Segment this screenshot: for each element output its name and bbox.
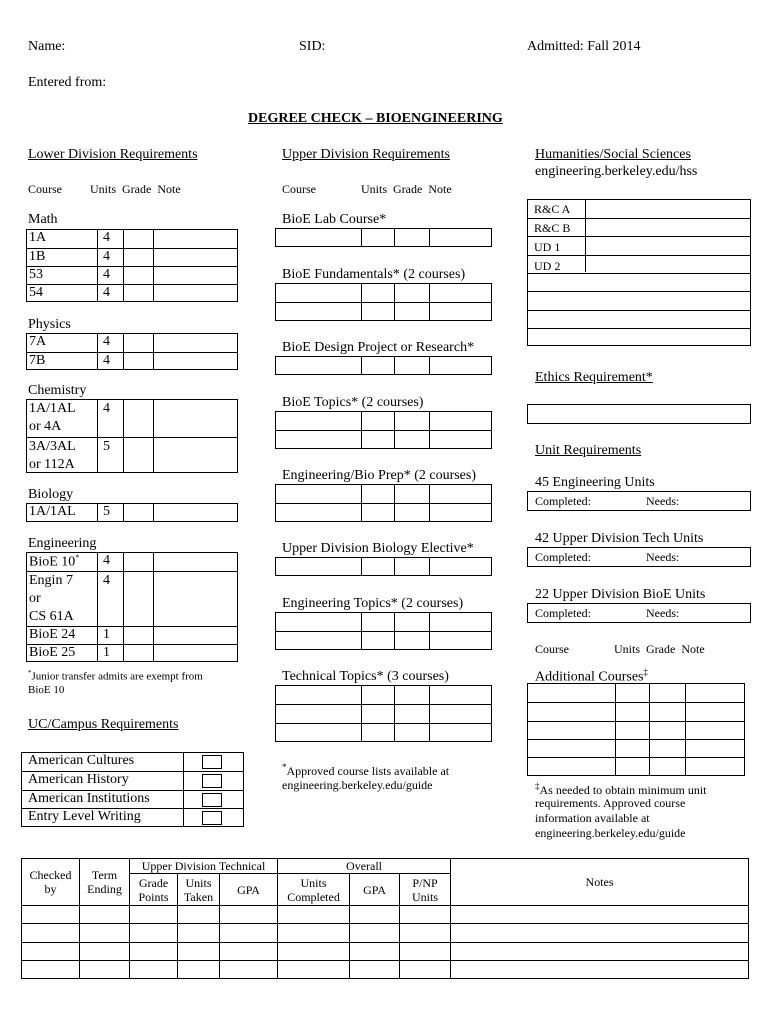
additional-note-l2: requirements. Approved course bbox=[535, 796, 686, 810]
campus-heading: UC/Campus Requirements bbox=[28, 717, 179, 732]
hss-row-label: R&C A bbox=[534, 202, 571, 216]
table-row[interactable] bbox=[22, 943, 749, 961]
physics-table bbox=[26, 333, 238, 370]
course-code: 1A/1AL bbox=[29, 504, 76, 519]
course-code-or: or bbox=[29, 591, 41, 606]
udt-gpa-header: GPA bbox=[220, 874, 278, 906]
name-label: Name: bbox=[28, 39, 66, 54]
additional-note: ‡As needed to obtain minimum unit bbox=[535, 781, 707, 797]
units-taken-header: Units Taken bbox=[178, 874, 220, 906]
course-code: BioE 24 bbox=[29, 627, 76, 642]
table-row[interactable] bbox=[27, 626, 237, 644]
chemistry-table bbox=[26, 399, 238, 473]
math-table bbox=[26, 229, 238, 302]
checkbox[interactable] bbox=[202, 755, 222, 769]
course-code: 3A/3AL bbox=[29, 439, 76, 454]
course-units: 1 bbox=[103, 645, 110, 660]
grade-points-header: Grade Points bbox=[130, 874, 178, 906]
table-row[interactable] bbox=[27, 230, 237, 248]
table-row[interactable] bbox=[22, 808, 243, 827]
additional-col-course: Course bbox=[535, 642, 569, 656]
table-row[interactable] bbox=[22, 753, 243, 771]
needs-label: Needs: bbox=[646, 606, 680, 620]
course-units: 4 bbox=[103, 353, 110, 368]
hss-row-label: UD 2 bbox=[534, 259, 561, 273]
table-row[interactable] bbox=[22, 961, 749, 979]
course-code: 54 bbox=[29, 285, 43, 300]
summary-table bbox=[21, 858, 749, 979]
entered-from-label: Entered from: bbox=[28, 75, 107, 90]
checkbox[interactable] bbox=[202, 774, 222, 788]
additional-note-l3: information available at bbox=[535, 811, 650, 825]
needs-label: Needs: bbox=[646, 550, 680, 564]
bioe-topics-table bbox=[275, 411, 492, 449]
course-code-alt: CS 61A bbox=[29, 609, 74, 624]
bioe-fundamentals-table bbox=[275, 283, 492, 321]
course-code: 53 bbox=[29, 267, 43, 282]
campus-item-label: American Cultures bbox=[28, 753, 135, 768]
course-units: 4 bbox=[103, 230, 110, 245]
upper-col-units-grade-note: Units Grade Note bbox=[361, 182, 452, 196]
tech-topics-heading: Technical Topics* (3 courses) bbox=[282, 669, 449, 684]
bioe-units-box[interactable] bbox=[527, 603, 751, 623]
ethics-field[interactable] bbox=[527, 404, 751, 424]
course-units: 4 bbox=[103, 267, 110, 282]
completed-label: Completed: bbox=[535, 494, 591, 508]
overall-gpa-header: GPA bbox=[350, 874, 400, 906]
upper-col-course: Course bbox=[282, 182, 316, 196]
table-row[interactable] bbox=[27, 504, 237, 522]
pnp-units-header: P/NP Units bbox=[400, 874, 451, 906]
lower-col-course: Course bbox=[28, 182, 62, 196]
table-row[interactable] bbox=[27, 437, 237, 474]
bioe-fundamentals-heading: BioE Fundamentals* (2 courses) bbox=[282, 267, 466, 282]
course-units: 4 bbox=[103, 573, 110, 588]
page-title: DEGREE CHECK – BIOENGINEERING bbox=[248, 111, 503, 126]
transfer-footnote: *Junior transfer admits are exempt from bbox=[28, 669, 203, 683]
table-row[interactable] bbox=[27, 644, 237, 662]
course-code: 7A bbox=[29, 334, 47, 349]
transfer-footnote-cont: BioE 10 bbox=[28, 684, 65, 696]
checkbox[interactable] bbox=[202, 811, 222, 825]
eng-bio-prep-table bbox=[275, 484, 492, 522]
ud-bio-elective-table bbox=[275, 557, 492, 576]
course-units: 4 bbox=[103, 401, 110, 416]
completed-label: Completed: bbox=[535, 550, 591, 564]
bioe-topics-heading: BioE Topics* (2 courses) bbox=[282, 395, 424, 410]
table-row[interactable] bbox=[22, 924, 749, 943]
table-row[interactable] bbox=[528, 218, 750, 236]
course-units: 4 bbox=[103, 553, 110, 568]
overall-header: Overall bbox=[278, 859, 451, 874]
eng-topics-table bbox=[275, 612, 492, 650]
course-code-alt: or 4A bbox=[29, 419, 62, 434]
bioe-design-table bbox=[275, 356, 492, 375]
notes-header: Notes bbox=[451, 859, 749, 906]
lower-col-units-grade-note: Units Grade Note bbox=[90, 182, 181, 196]
additional-col-units-grade-note: Units Grade Note bbox=[614, 642, 705, 656]
eng-units-box[interactable] bbox=[527, 491, 751, 511]
additional-note-l4: engineering.berkeley.edu/guide bbox=[535, 826, 686, 840]
additional-courses-table bbox=[527, 683, 745, 776]
table-row[interactable] bbox=[27, 334, 237, 352]
approved-note-url: engineering.berkeley.edu/guide bbox=[282, 778, 433, 792]
checkbox[interactable] bbox=[202, 793, 222, 807]
table-row[interactable] bbox=[528, 255, 750, 273]
tech-topics-table bbox=[275, 685, 492, 742]
additional-courses-heading: Additional Courses‡ bbox=[535, 667, 648, 685]
table-row[interactable] bbox=[27, 400, 237, 437]
udt-header: Upper Division Technical bbox=[130, 859, 278, 874]
biology-label: Biology bbox=[28, 487, 74, 502]
chemistry-label: Chemistry bbox=[28, 383, 87, 398]
table-row[interactable] bbox=[22, 790, 243, 808]
table-row[interactable] bbox=[27, 266, 237, 284]
campus-item-label: American History bbox=[28, 772, 129, 787]
needs-label: Needs: bbox=[646, 494, 680, 508]
campus-table bbox=[21, 752, 244, 827]
course-code-alt: or 112A bbox=[29, 457, 75, 472]
bioe-lab-heading: BioE Lab Course* bbox=[282, 212, 387, 227]
table-row[interactable] bbox=[528, 236, 750, 255]
tech-units-box[interactable] bbox=[527, 547, 751, 567]
admitted-term: Admitted: Fall 2014 bbox=[527, 39, 641, 54]
completed-label: Completed: bbox=[535, 606, 591, 620]
tech-units-label: 42 Upper Division Tech Units bbox=[535, 531, 704, 546]
sid-label: SID: bbox=[299, 39, 326, 54]
table-row[interactable] bbox=[27, 284, 237, 302]
units-completed-header: Units Completed bbox=[278, 874, 350, 906]
course-code: Engin 7 bbox=[29, 573, 73, 588]
table-row[interactable] bbox=[27, 248, 237, 266]
eng-topics-heading: Engineering Topics* (2 courses) bbox=[282, 596, 464, 611]
table-row[interactable] bbox=[528, 200, 750, 218]
hss-row-label: R&C B bbox=[534, 221, 571, 235]
hss-url: engineering.berkeley.edu/hss bbox=[535, 164, 698, 179]
physics-label: Physics bbox=[28, 317, 71, 332]
course-code: 1A/1AL bbox=[29, 401, 76, 416]
course-code: BioE 10* bbox=[29, 553, 80, 570]
hss-row-label: UD 1 bbox=[534, 240, 561, 254]
table-row[interactable] bbox=[27, 352, 237, 370]
campus-item-label: American Institutions bbox=[28, 791, 150, 806]
upper-division-heading: Upper Division Requirements bbox=[282, 147, 450, 162]
ud-bio-elective-heading: Upper Division Biology Elective* bbox=[282, 541, 474, 556]
hss-heading: Humanities/Social Sciences bbox=[535, 147, 691, 162]
course-units: 4 bbox=[103, 249, 110, 264]
bioe-units-label: 22 Upper Division BioE Units bbox=[535, 587, 706, 602]
table-row[interactable] bbox=[22, 906, 749, 924]
course-code: BioE 25 bbox=[29, 645, 76, 660]
math-label: Math bbox=[28, 212, 58, 227]
campus-item-label: Entry Level Writing bbox=[28, 809, 141, 824]
checked-by-header: Checked by bbox=[22, 859, 80, 906]
course-units: 4 bbox=[103, 285, 110, 300]
course-code: 1B bbox=[29, 249, 46, 264]
course-code: 1A bbox=[29, 230, 47, 245]
table-row[interactable] bbox=[22, 771, 243, 790]
hss-table bbox=[527, 199, 751, 346]
table-row[interactable] bbox=[27, 553, 237, 571]
engineering-label: Engineering bbox=[28, 536, 97, 551]
course-units: 4 bbox=[103, 334, 110, 349]
term-ending-header: Term Ending bbox=[80, 859, 130, 906]
lower-division-heading: Lower Division Requirements bbox=[28, 147, 198, 162]
unit-req-heading: Unit Requirements bbox=[535, 443, 642, 458]
course-units: 1 bbox=[103, 627, 110, 642]
biology-table bbox=[26, 503, 238, 522]
bioe-lab-table bbox=[275, 228, 492, 247]
table-row[interactable] bbox=[27, 571, 237, 626]
engineering-table bbox=[26, 552, 238, 662]
course-units: 5 bbox=[103, 504, 110, 519]
approved-note: *Approved course lists available at bbox=[282, 762, 450, 778]
course-code: 7B bbox=[29, 353, 46, 368]
course-units: 5 bbox=[103, 439, 110, 454]
ethics-heading: Ethics Requirement* bbox=[535, 370, 653, 385]
eng-units-label: 45 Engineering Units bbox=[535, 475, 655, 490]
bioe-design-heading: BioE Design Project or Research* bbox=[282, 340, 475, 355]
eng-bio-prep-heading: Engineering/Bio Prep* (2 courses) bbox=[282, 468, 477, 483]
